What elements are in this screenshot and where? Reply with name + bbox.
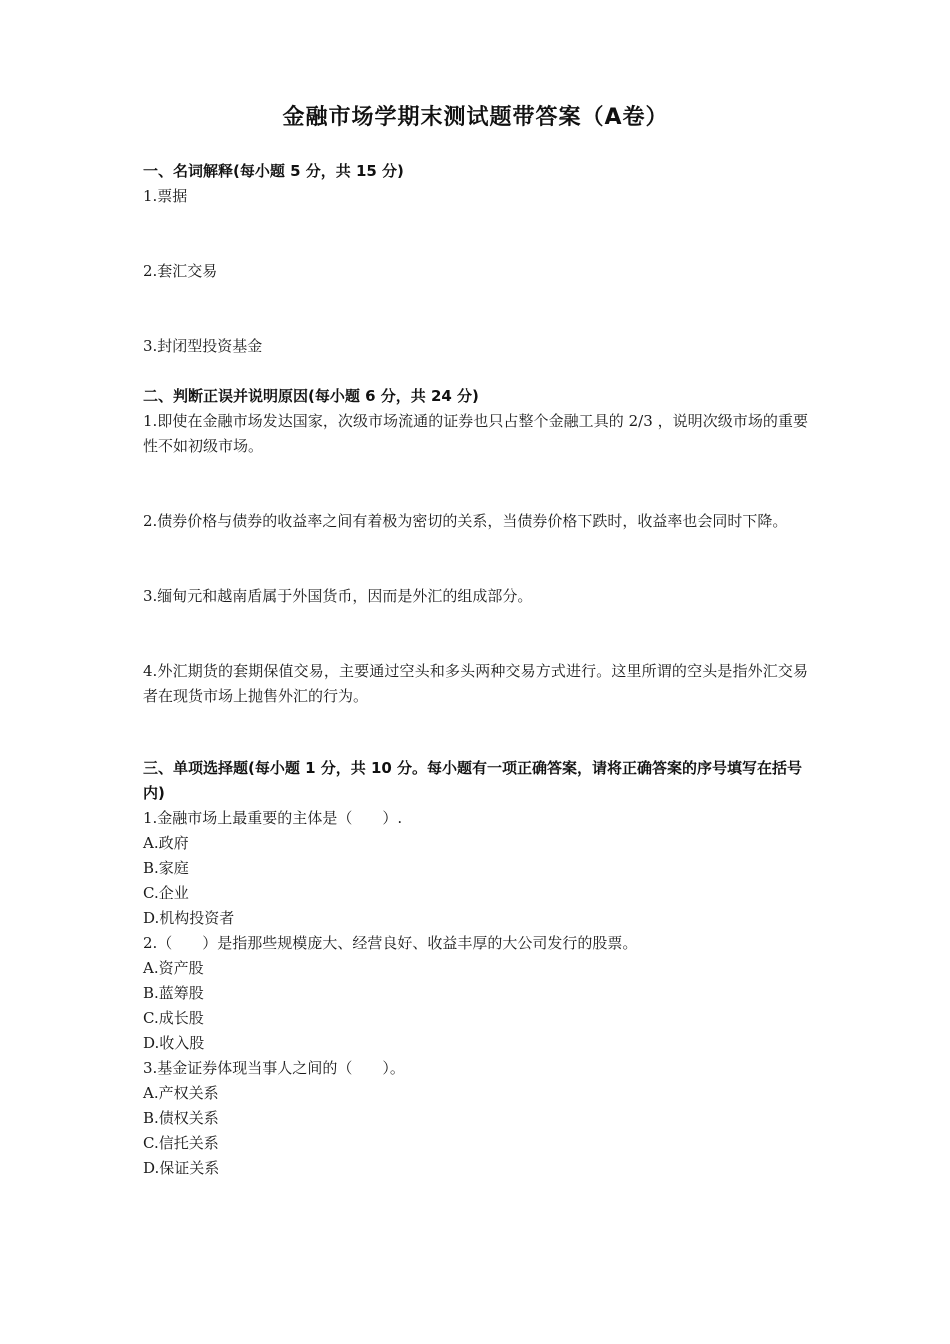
question-item: 3.封闭型投资基金 [143, 337, 263, 355]
question-stem: 2.（ ）是指那些规模庞大、经营良好、收益丰厚的大公司发行的股票。 [143, 934, 638, 952]
answer-option: C.成长股 [143, 1009, 204, 1027]
section-heading: 三、单项选择题(每小题 1 分，共 10 分。每小题有一项正确答案，请将正确答案的序号填写在括号内) [143, 759, 803, 802]
answer-option: B.债权关系 [143, 1109, 219, 1127]
section-heading: 二、判断正误并说明原因(每小题 6 分，共 24 分) [143, 387, 479, 405]
section-true-false [143, 384, 808, 709]
choice-question [143, 1056, 808, 1181]
answer-option: A.政府 [143, 834, 189, 852]
answer-option: D.机构投资者 [143, 909, 235, 927]
answer-option: B.蓝筹股 [143, 984, 204, 1002]
question-item: 2.债券价格与债券的收益率之间有着极为密切的关系，当债券价格下跌时，收益率也会同时下降。 [143, 512, 788, 530]
answer-option: D.保证关系 [143, 1159, 220, 1177]
section-multiple-choice [143, 756, 808, 1181]
answer-option: D.收入股 [143, 1034, 205, 1052]
question-item: 2.套汇交易 [143, 262, 218, 280]
answer-option: B.家庭 [143, 859, 189, 877]
question-stem: 1.金融市场上最重要的主体是（ ）. [143, 809, 403, 827]
document-content [143, 100, 808, 1181]
answer-option: C.信托关系 [143, 1134, 219, 1152]
page-title: 金融市场学期末测试题带答案（A卷） [282, 105, 669, 130]
answer-option: C.企业 [143, 884, 189, 902]
choice-question [143, 806, 808, 931]
choice-question [143, 931, 808, 1056]
section-term-definitions [143, 159, 808, 359]
answer-option: A.资产股 [143, 959, 204, 977]
section-heading: 一、名词解释(每小题 5 分，共 15 分) [143, 162, 404, 180]
answer-option: A.产权关系 [143, 1084, 219, 1102]
question-stem: 3.基金证券体现当事人之间的（ ）。 [143, 1059, 405, 1077]
question-item: 1.票据 [143, 187, 188, 205]
question-item: 4.外汇期货的套期保值交易，主要通过空头和多头两种交易方式进行。这里所谓的空头是指外汇交易者在现货市场上抛售外汇的行为。 [143, 662, 808, 705]
question-item: 1.即使在金融市场发达国家，次级市场流通的证券也只占整个金融工具的 2/3 ，说明次级市场的重要性不如初级市场。 [143, 412, 808, 455]
question-item: 3.缅甸元和越南盾属于外国货币，因而是外汇的组成部分。 [143, 587, 533, 605]
